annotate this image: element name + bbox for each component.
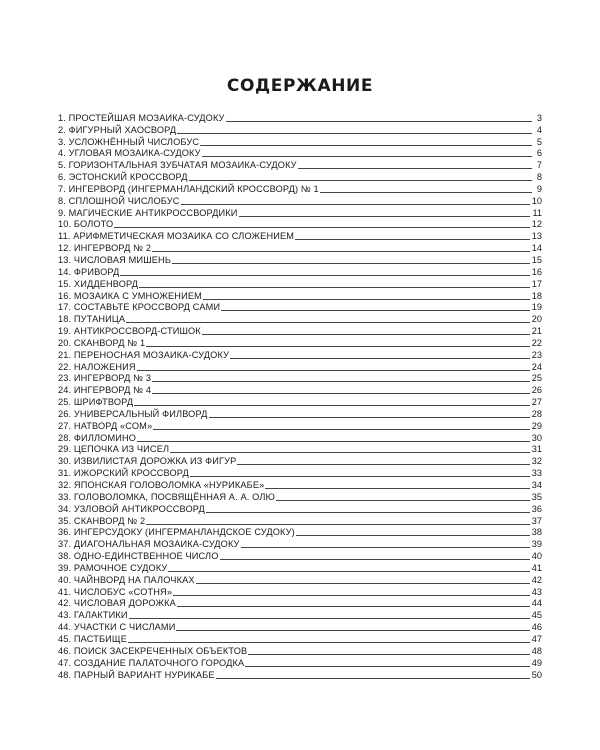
toc-entry-page-number: 33 xyxy=(531,468,542,479)
toc-entry-title: 38. ОДНО-ЕДИНСТВЕННОЕ ЧИСЛО xyxy=(58,551,219,562)
toc-entry[interactable] xyxy=(58,598,542,610)
toc-entry[interactable] xyxy=(58,183,542,195)
toc-entry-title: 33. ГОЛОВОЛОМКА, ПОСВЯЩЁННАЯ А. А. ОЛЮ xyxy=(58,491,275,502)
toc-entry-page-number: 34 xyxy=(531,480,542,490)
toc-leader-line xyxy=(216,678,530,679)
toc-entry-page-number: 9 xyxy=(536,183,542,194)
toc-entry-page-number: 4 xyxy=(536,124,542,135)
toc-entry[interactable] xyxy=(58,633,542,645)
toc-entry-title: 31. ИЖОРСКИЙ КРОССВОРД xyxy=(58,468,189,479)
toc-entry-page-number: 37 xyxy=(531,515,542,526)
toc-entry-page-number: 48 xyxy=(531,645,542,656)
toc-entry-page-number: 43 xyxy=(531,586,542,597)
table-of-contents xyxy=(58,112,542,681)
toc-entry[interactable] xyxy=(58,550,542,562)
toc-leader-line xyxy=(146,346,530,347)
toc-entry-title: 26. УНИВЕРСАЛЬНЫЙ ФИЛВОРД xyxy=(58,408,208,419)
toc-entry[interactable] xyxy=(58,527,542,539)
toc-entry[interactable] xyxy=(58,503,542,515)
toc-entry[interactable] xyxy=(58,420,542,432)
toc-entry-page-number: 32 xyxy=(531,456,542,467)
toc-entry[interactable] xyxy=(58,171,542,183)
toc-entry-title: 46. ПОИСК ЗАСЕКРЕЧЕННЫХ ОБЪЕКТОВ xyxy=(58,645,248,656)
toc-leader-line xyxy=(173,595,530,596)
toc-entry[interactable] xyxy=(58,254,542,266)
toc-entry-title: 41. ЧИСЛОБУС «СОТНЯ» xyxy=(58,586,173,597)
toc-entry[interactable] xyxy=(58,491,542,503)
toc-entry[interactable] xyxy=(58,373,542,385)
toc-entry-page-number: 12 xyxy=(531,219,542,230)
toc-entry-page-number: 27 xyxy=(531,397,542,408)
toc-entry-title: 32. ЯПОНСКАЯ ГОЛОВОЛОМКА «НУРИКАБЕ» xyxy=(58,480,265,490)
toc-entry-title: 30. ИЗВИЛИСТАЯ ДОРОЖКА ИЗ ФИГУР xyxy=(58,456,237,467)
toc-leader-line xyxy=(126,322,530,323)
toc-entry-title: 34. УЗЛОВОЙ АНТИКРОССВОРД xyxy=(58,503,205,514)
toc-leader-line xyxy=(137,441,530,442)
toc-entry-page-number: 14 xyxy=(531,243,542,254)
toc-entry-page-number: 5 xyxy=(536,136,542,147)
toc-entry-title: 37. ДИАГОНАЛЬНАЯ МОЗАИКА-СУДОКУ xyxy=(58,539,240,550)
toc-entry-title: 12. ИНГЕРВОРД № 2 xyxy=(58,243,152,254)
toc-entry-title: 48. ПАРНЫЙ ВАРИАНТ НУРИКАБЕ xyxy=(58,669,215,680)
toc-entry-title: 8. СПЛОШНОЙ ЧИСЛОБУС xyxy=(58,195,180,206)
toc-entry-page-number: 15 xyxy=(531,254,542,265)
toc-entry-title: 20. СКАНВОРД № 1 xyxy=(58,337,146,348)
toc-leader-line xyxy=(152,251,530,252)
toc-entry[interactable] xyxy=(58,455,542,467)
toc-entry[interactable] xyxy=(58,325,542,337)
toc-entry[interactable] xyxy=(58,278,542,290)
page-title: СОДЕРЖАНИЕ xyxy=(226,76,374,96)
toc-entry-page-number: 30 xyxy=(531,432,542,443)
toc-entry[interactable] xyxy=(58,562,542,574)
toc-entry-title: 18. ПУТАНИЦА xyxy=(58,314,126,325)
toc-entry-page-number: 41 xyxy=(531,562,542,573)
toc-entry[interactable] xyxy=(58,124,542,136)
toc-entry[interactable] xyxy=(58,337,542,349)
toc-leader-line xyxy=(172,263,530,264)
toc-entry-title: 4. УГЛОВАЯ МОЗАИКА-СУДОКУ xyxy=(58,148,201,159)
toc-entry[interactable] xyxy=(58,515,542,527)
toc-leader-line xyxy=(137,370,530,371)
toc-entry-title: 43. ГАЛАКТИКИ xyxy=(58,610,128,621)
toc-entry-title: 45. ПАСТБИЩЕ xyxy=(58,633,127,644)
toc-leader-line xyxy=(239,216,531,217)
toc-entry-title: 13. ЧИСЛОВАЯ МИШЕНЬ xyxy=(58,254,172,265)
toc-entry-page-number: 18 xyxy=(531,290,542,301)
toc-entry-page-number: 46 xyxy=(531,622,542,633)
toc-leader-line xyxy=(200,145,532,146)
toc-leader-line xyxy=(221,310,530,311)
toc-leader-line xyxy=(153,429,530,430)
toc-entry-title: 9. МАГИЧЕСКИЕ АНТИКРОССВОРДИКИ xyxy=(58,207,238,218)
toc-entry-title: 16. МОЗАИКА С УМНОЖЕНИЕМ xyxy=(58,290,202,301)
toc-entry-page-number: 7 xyxy=(536,160,542,171)
toc-entry-title: 3. УСЛОЖНЁННЫЙ ЧИСЛОБУС xyxy=(58,136,200,147)
toc-entry-title: 23. ИНГЕРВОРД № 3 xyxy=(58,373,152,384)
toc-leader-line xyxy=(296,535,530,536)
toc-leader-line xyxy=(170,452,530,453)
toc-entry-page-number: 20 xyxy=(531,314,542,325)
toc-entry[interactable] xyxy=(58,302,542,314)
toc-entry-page-number: 8 xyxy=(536,172,542,183)
toc-entry-page-number: 10 xyxy=(531,195,542,206)
toc-entry-page-number: 13 xyxy=(531,231,542,242)
toc-entry-page-number: 19 xyxy=(531,302,542,313)
toc-entry-title: 44. УЧАСТКИ С ЧИСЛАМИ xyxy=(58,622,176,633)
toc-leader-line xyxy=(168,571,529,572)
toc-leader-line xyxy=(114,227,529,228)
toc-entry-page-number: 45 xyxy=(531,610,542,621)
toc-leader-line xyxy=(177,133,532,134)
toc-leader-line xyxy=(209,417,530,418)
toc-entry-title: 1. ПРОСТЕЙШАЯ МОЗАИКА-СУДОКУ xyxy=(58,112,225,123)
toc-leader-line xyxy=(152,381,530,382)
toc-leader-line xyxy=(176,630,529,631)
toc-entry-page-number: 26 xyxy=(531,385,542,396)
toc-leader-line xyxy=(129,618,530,619)
toc-entry-page-number: 29 xyxy=(531,420,542,431)
toc-entry-title: 47. СОЗДАНИЕ ПАЛАТОЧНОГО ГОРОДКА xyxy=(58,657,245,668)
toc-entry-page-number: 24 xyxy=(531,361,542,372)
toc-entry[interactable] xyxy=(58,112,542,124)
toc-entry-page-number: 39 xyxy=(531,539,542,550)
toc-leader-line xyxy=(241,547,530,548)
toc-leader-line xyxy=(248,654,529,655)
toc-entry-page-number: 6 xyxy=(536,148,542,159)
toc-leader-line xyxy=(245,666,529,667)
toc-entry[interactable] xyxy=(58,408,542,420)
toc-entry[interactable] xyxy=(58,657,542,669)
toc-entry-page-number: 3 xyxy=(536,112,542,123)
toc-entry[interactable] xyxy=(58,361,542,373)
toc-leader-line xyxy=(181,204,530,205)
toc-entry[interactable] xyxy=(58,136,542,148)
toc-entry[interactable] xyxy=(58,609,542,621)
toc-leader-line xyxy=(134,405,530,406)
toc-entry-page-number: 31 xyxy=(531,444,542,455)
toc-entry-page-number: 22 xyxy=(531,337,542,348)
toc-entry-title: 36. ИНГЕРСУДОКУ (ИНГЕРМАНЛАНДСКОЕ СУДОКУ) xyxy=(58,527,295,538)
toc-leader-line xyxy=(226,121,532,122)
toc-entry-title: 15. ХИДДЕНВОРД xyxy=(58,278,139,289)
toc-entry-page-number: 47 xyxy=(531,633,542,644)
toc-entry-page-number: 25 xyxy=(531,373,542,384)
toc-entry-title: 40. ЧАЙНВОРД НА ПАЛОЧКАХ xyxy=(58,574,195,585)
toc-leader-line xyxy=(152,393,530,394)
toc-entry-title: 28. ФИЛЛОМИНО xyxy=(58,432,137,443)
toc-entry-title: 2. ФИГУРНЫЙ ХАОСВОРД xyxy=(58,124,177,135)
toc-leader-line xyxy=(298,168,532,169)
toc-entry-title: 10. БОЛОТО xyxy=(58,219,114,230)
toc-entry-page-number: 42 xyxy=(531,574,542,585)
toc-entry[interactable] xyxy=(58,479,542,491)
toc-entry-page-number: 23 xyxy=(531,349,542,360)
toc-entry[interactable] xyxy=(58,195,542,207)
toc-entry-title: 7. ИНГЕРВОРД (ИНГЕРМАНЛАНДСКИЙ КРОССВОРД) № 1 xyxy=(58,183,319,194)
toc-entry[interactable] xyxy=(58,313,542,325)
toc-entry-page-number: 16 xyxy=(531,266,542,277)
toc-entry-title: 35. СКАНВОРД № 2 xyxy=(58,515,146,526)
toc-entry[interactable] xyxy=(58,538,542,550)
toc-entry-title: 24. ИНГЕРВОРД № 4 xyxy=(58,385,152,396)
toc-entry[interactable] xyxy=(58,396,542,408)
toc-leader-line xyxy=(202,334,530,335)
toc-entry-title: 14. ФРИВОРД xyxy=(58,266,120,277)
toc-leader-line xyxy=(202,156,532,157)
toc-entry-page-number: 36 xyxy=(531,503,542,514)
toc-leader-line xyxy=(237,464,529,465)
toc-leader-line xyxy=(206,512,530,513)
toc-entry[interactable] xyxy=(58,574,542,586)
toc-leader-line xyxy=(276,500,530,501)
toc-entry[interactable] xyxy=(58,219,542,231)
toc-entry-title: 6. ЭСТОНСКИЙ КРОССВОРД xyxy=(58,172,188,183)
toc-entry[interactable] xyxy=(58,290,542,302)
toc-leader-line xyxy=(146,524,530,525)
toc-leader-line xyxy=(120,275,529,276)
toc-entry-page-number: 11 xyxy=(532,207,542,218)
toc-entry-page-number: 49 xyxy=(531,657,542,668)
toc-entry[interactable] xyxy=(58,645,542,657)
toc-entry-page-number: 35 xyxy=(531,491,542,502)
toc-entry-title: 39. РАМОЧНОЕ СУДОКУ xyxy=(58,562,168,573)
toc-entry[interactable] xyxy=(58,444,542,456)
toc-entry-title: 29. ЦЕПОЧКА ИЗ ЧИСЕЛ xyxy=(58,444,170,455)
toc-entry-page-number: 17 xyxy=(531,278,542,289)
toc-entry[interactable] xyxy=(58,159,542,171)
toc-entry-page-number: 28 xyxy=(531,408,542,419)
toc-leader-line xyxy=(128,642,530,643)
toc-leader-line xyxy=(190,476,530,477)
toc-entry[interactable] xyxy=(58,384,542,396)
toc-leader-line xyxy=(139,287,530,288)
toc-leader-line xyxy=(177,606,530,607)
toc-entry[interactable] xyxy=(58,586,542,598)
toc-entry-title: 11. АРИФМЕТИЧЕСКАЯ МОЗАИКА СО СЛОЖЕНИЕМ xyxy=(58,231,295,242)
toc-leader-line xyxy=(320,192,532,193)
toc-leader-line xyxy=(189,180,532,181)
toc-entry[interactable] xyxy=(58,230,542,242)
toc-entry-title: 27. НАТВОРД «СОМ» xyxy=(58,420,153,431)
toc-entry-page-number: 44 xyxy=(531,598,542,609)
toc-entry[interactable] xyxy=(58,621,542,633)
toc-entry[interactable] xyxy=(58,207,542,219)
toc-entry[interactable] xyxy=(58,266,542,278)
toc-entry-title: 25. ШРИФТВОРД xyxy=(58,397,134,408)
toc-entry-title: 22. НАЛОЖЕНИЯ xyxy=(58,361,136,372)
toc-leader-line xyxy=(265,488,529,489)
toc-entry-title: 21. ПЕРЕНОСНАЯ МОЗАИКА-СУДОКУ xyxy=(58,349,230,360)
toc-leader-line xyxy=(295,239,530,240)
toc-entry[interactable] xyxy=(58,669,542,681)
toc-leader-line xyxy=(203,299,530,300)
toc-entry-page-number: 38 xyxy=(531,527,542,538)
toc-entry[interactable] xyxy=(58,148,542,160)
toc-entry-title: 19. АНТИКРОССВОРД-СТИШОК xyxy=(58,326,201,337)
toc-entry[interactable] xyxy=(58,349,542,361)
toc-entry[interactable] xyxy=(58,432,542,444)
toc-entry[interactable] xyxy=(58,242,542,254)
toc-entry-title: 5. ГОРИЗОНТАЛЬНАЯ ЗУБЧАТАЯ МОЗАИКА-СУДОКУ xyxy=(58,160,297,171)
toc-leader-line xyxy=(196,583,530,584)
toc-entry[interactable] xyxy=(58,467,542,479)
toc-leader-line xyxy=(230,358,530,359)
toc-entry-page-number: 40 xyxy=(531,551,542,562)
toc-entry-title: 42. ЧИСЛОВАЯ ДОРОЖКА xyxy=(58,598,176,609)
toc-entry-title: 17. СОСТАВЬТЕ КРОССВОРД САМИ xyxy=(58,302,221,313)
toc-entry-page-number: 21 xyxy=(531,326,542,337)
toc-entry-page-number: 50 xyxy=(531,669,542,680)
toc-leader-line xyxy=(220,559,530,560)
